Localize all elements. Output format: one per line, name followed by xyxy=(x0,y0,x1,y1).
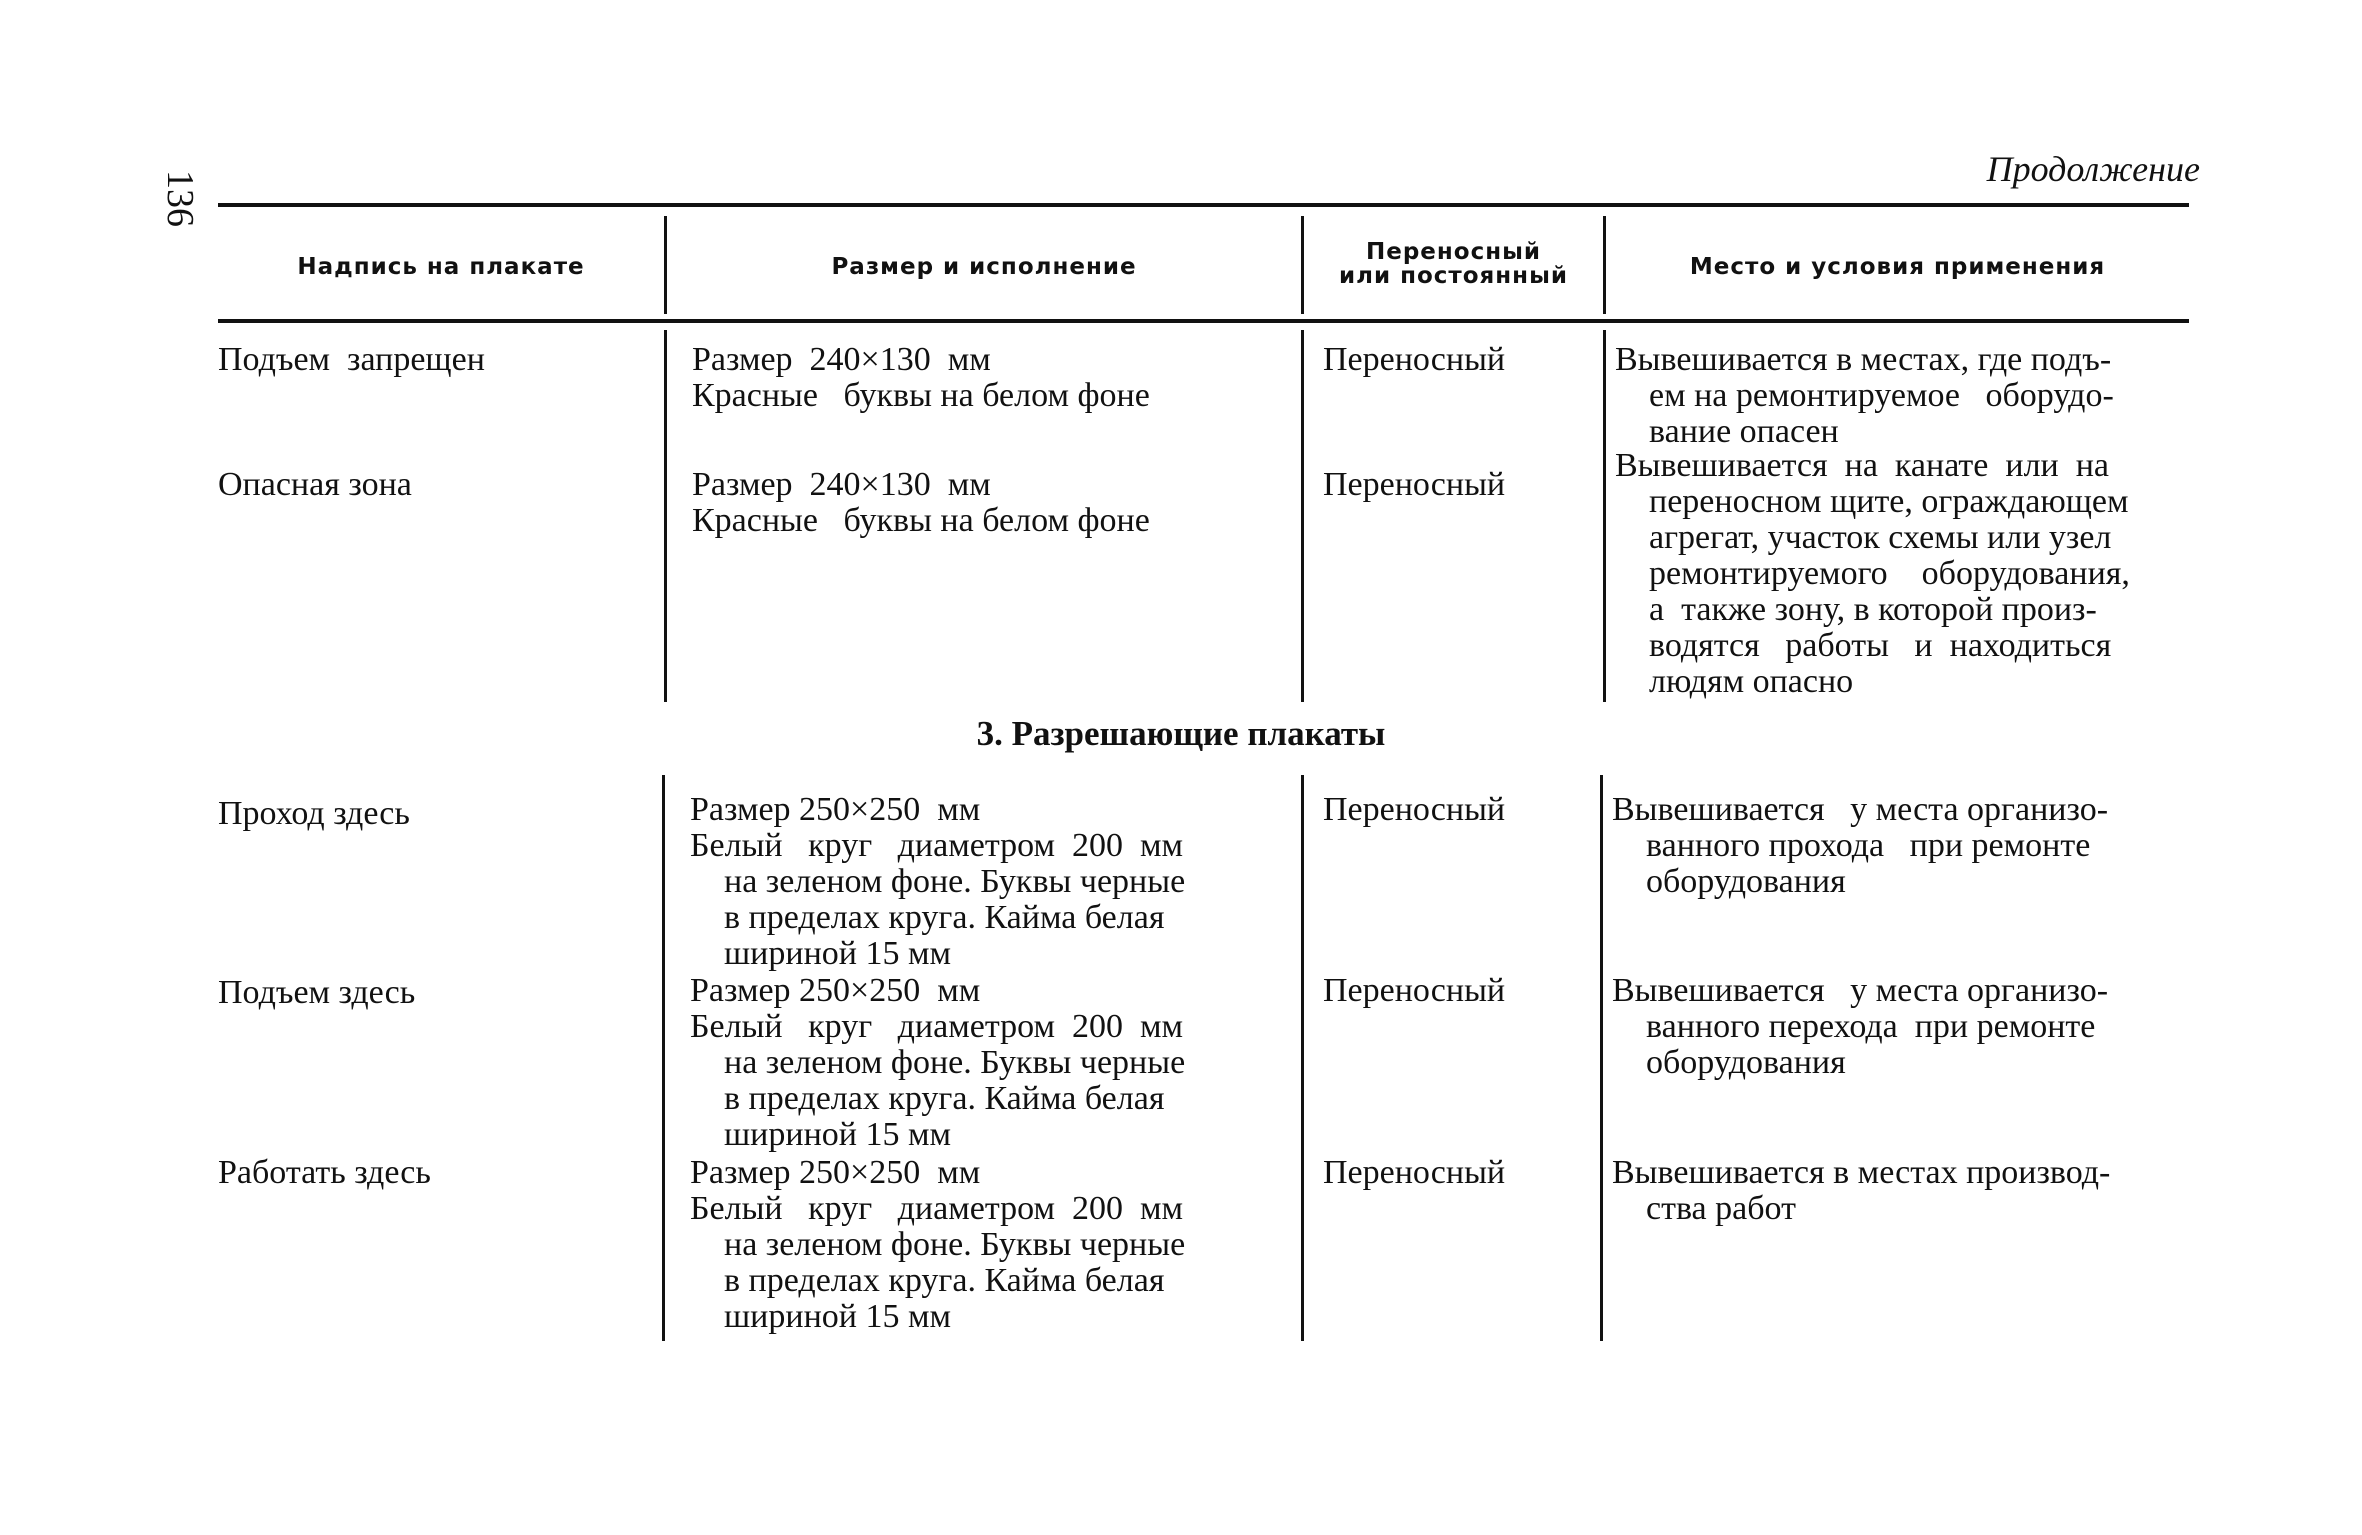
row-place: Вывешивается у места организо- ванного прохода при ремонте оборудования xyxy=(1612,791,2109,900)
page-number: 136 xyxy=(159,170,201,227)
body-divider-3-top xyxy=(1603,330,1606,702)
row-place: Вывешивается в местах производ- ства работ xyxy=(1612,1154,2111,1227)
header-place: Место и условия применения xyxy=(1689,254,2106,280)
table-header-rule xyxy=(218,319,2189,323)
row-label: Проход здесь xyxy=(218,795,410,832)
header-portable: Переносный или постоянный xyxy=(1338,239,1568,289)
row-type: Переносный xyxy=(1323,466,1506,503)
table-top-rule xyxy=(218,203,2189,207)
row-type: Переносный xyxy=(1323,1154,1506,1191)
body-divider-2-top xyxy=(1301,330,1304,702)
row-size: Размер 240×130 мм Красные буквы на белом фоне xyxy=(692,341,1150,414)
row-size: Размер 240×130 мм Красные буквы на белом фоне xyxy=(692,466,1150,539)
row-label: Подъем запрещен xyxy=(218,341,485,378)
body-divider-1-bottom xyxy=(662,775,665,1341)
body-divider-1-top xyxy=(664,330,667,702)
row-place: Вывешивается в местах, где подъ- ем на ремонтируемое оборудо- вание опасен xyxy=(1615,341,2114,450)
row-type: Переносный xyxy=(1323,341,1506,378)
row-type: Переносный xyxy=(1323,791,1506,828)
continuation-label: Продолжение xyxy=(1986,149,2200,189)
section-title: 3. Разрешающие плакаты xyxy=(976,714,1386,753)
row-label: Работать здесь xyxy=(218,1154,431,1191)
header-size: Размер и исполнение xyxy=(831,254,1137,280)
row-type: Переносный xyxy=(1323,972,1506,1009)
row-size: Размер 250×250 мм Белый круг диаметром 200 мм на зеленом фоне. Буквы черные в пределах круга. Кайма белая шириной 15 мм xyxy=(690,791,1186,972)
body-divider-3-bottom xyxy=(1600,775,1603,1341)
row-size: Размер 250×250 мм Белый круг диаметром 200 мм на зеленом фоне. Буквы черные в пределах круга. Кайма белая шириной 15 мм xyxy=(690,1154,1186,1335)
body-divider-2-bottom xyxy=(1301,775,1304,1341)
header-inscription: Надпись на плакате xyxy=(297,254,585,280)
row-label: Опасная зона xyxy=(218,466,412,503)
row-place: Вывешивается на канате или на переносном щите, ограждающем агрегат, участок схемы или узел ремонтируемого оборудования, а также зону, в которой произ- водятся работы и находиться людям опасно xyxy=(1615,447,2130,700)
row-label: Подъем здесь xyxy=(218,974,416,1011)
row-size: Размер 250×250 мм Белый круг диаметром 200 мм на зеленом фоне. Буквы черные в пределах круга. Кайма белая шириной 15 мм xyxy=(690,972,1186,1153)
row-place: Вывешивается у места организо- ванного перехода при ремонте оборудования xyxy=(1612,972,2109,1081)
